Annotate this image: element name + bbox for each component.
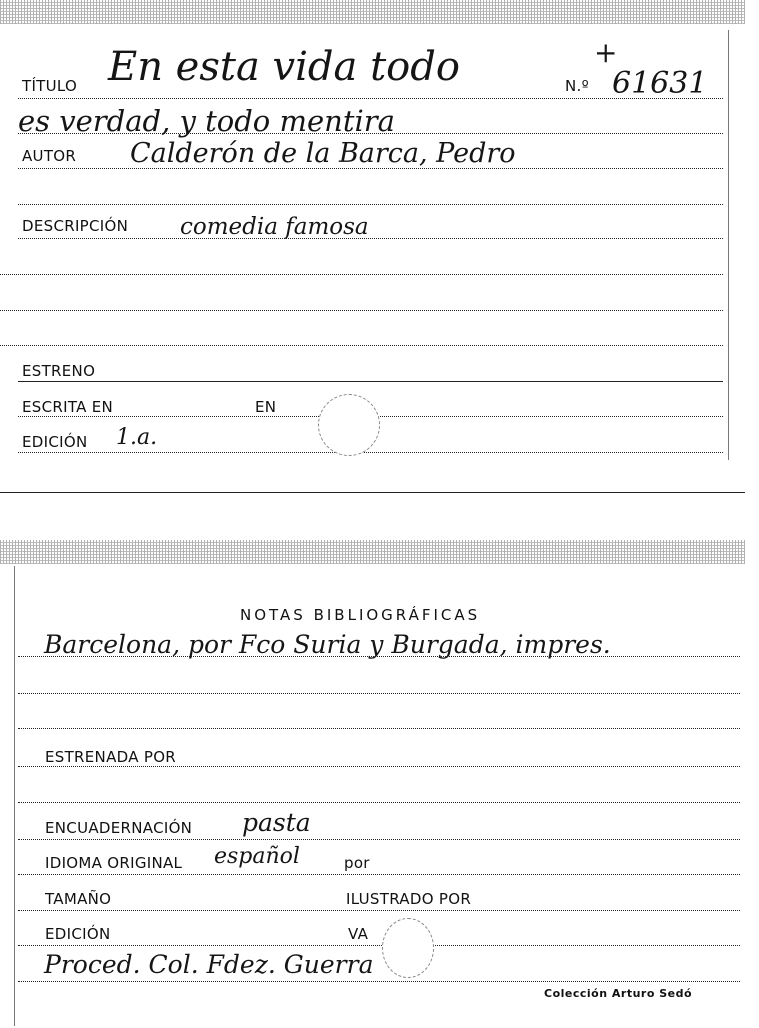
value-titulo-line2: es verdad, y todo mentira	[18, 104, 395, 138]
label-encuadernacion: ENCUADERNACIÓN	[45, 819, 193, 837]
value-notas-line1: Barcelona, por Fco Suria y Burgada, impres.	[44, 630, 611, 659]
rule-estrenada	[18, 766, 740, 767]
label-va: VA	[348, 925, 369, 943]
label-escrita-en: ESCRITA EN	[22, 398, 114, 416]
rule-blank-3	[0, 310, 723, 311]
rule-descripcion	[18, 238, 723, 239]
rule-edicion	[18, 452, 723, 453]
rule-notas-3	[18, 728, 740, 729]
label-numero: N.º	[565, 77, 589, 95]
rule-tamano	[18, 910, 740, 911]
scan-noise-top	[0, 540, 745, 564]
heading-notas: NOTAS BIBLIOGRÁFICAS	[240, 606, 481, 624]
punch-hole	[382, 918, 434, 978]
label-en: EN	[255, 398, 277, 416]
label-por: por	[344, 854, 370, 872]
rule-encuadernacion	[18, 839, 740, 840]
label-titulo: TÍTULO	[22, 77, 78, 95]
card-right-edge	[728, 30, 729, 460]
rule-notas-2	[18, 693, 740, 694]
rule-estreno	[18, 381, 723, 382]
label-idioma-original: IDIOMA ORIGINAL	[45, 854, 183, 872]
punch-hole	[318, 394, 380, 456]
value-cross: +	[594, 36, 618, 69]
value-idioma-original: español	[214, 844, 300, 869]
label-descripcion: DESCRIPCIÓN	[22, 217, 129, 235]
value-titulo-line1: En esta vida todo	[108, 44, 460, 90]
rule-blank-1	[18, 204, 723, 205]
label-edicion: EDICIÓN	[22, 433, 88, 451]
footer-coleccion: Colección Arturo Sedó	[544, 987, 693, 1000]
rule-edicion	[18, 945, 740, 946]
rule-blank	[18, 802, 740, 803]
rule-procedencia	[18, 981, 740, 982]
catalog-card-front	[0, 0, 745, 495]
value-edicion: 1.a.	[116, 425, 158, 450]
scan-noise-top	[0, 0, 745, 24]
card-bottom-edge	[0, 492, 745, 493]
label-tamano: TAMAÑO	[45, 890, 112, 908]
label-estrenada-por: ESTRENADA POR	[45, 748, 177, 766]
rule-blank-4	[0, 345, 723, 346]
value-encuadernacion: pasta	[242, 808, 311, 837]
rule-idioma	[18, 874, 740, 875]
card-left-edge	[14, 566, 15, 1026]
label-estreno: ESTRENO	[22, 362, 96, 380]
value-autor: Calderón de la Barca, Pedro	[130, 138, 516, 169]
value-procedencia: Proced. Col. Fdez. Guerra	[44, 950, 374, 979]
label-edicion: EDICIÓN	[45, 925, 111, 943]
catalog-card-back	[0, 540, 745, 1028]
label-ilustrado-por: ILUSTRADO POR	[346, 890, 472, 908]
value-numero: 61631	[612, 66, 708, 101]
rule-blank-2	[0, 274, 723, 275]
value-descripcion: comedia famosa	[180, 214, 369, 240]
label-autor: AUTOR	[22, 147, 77, 165]
